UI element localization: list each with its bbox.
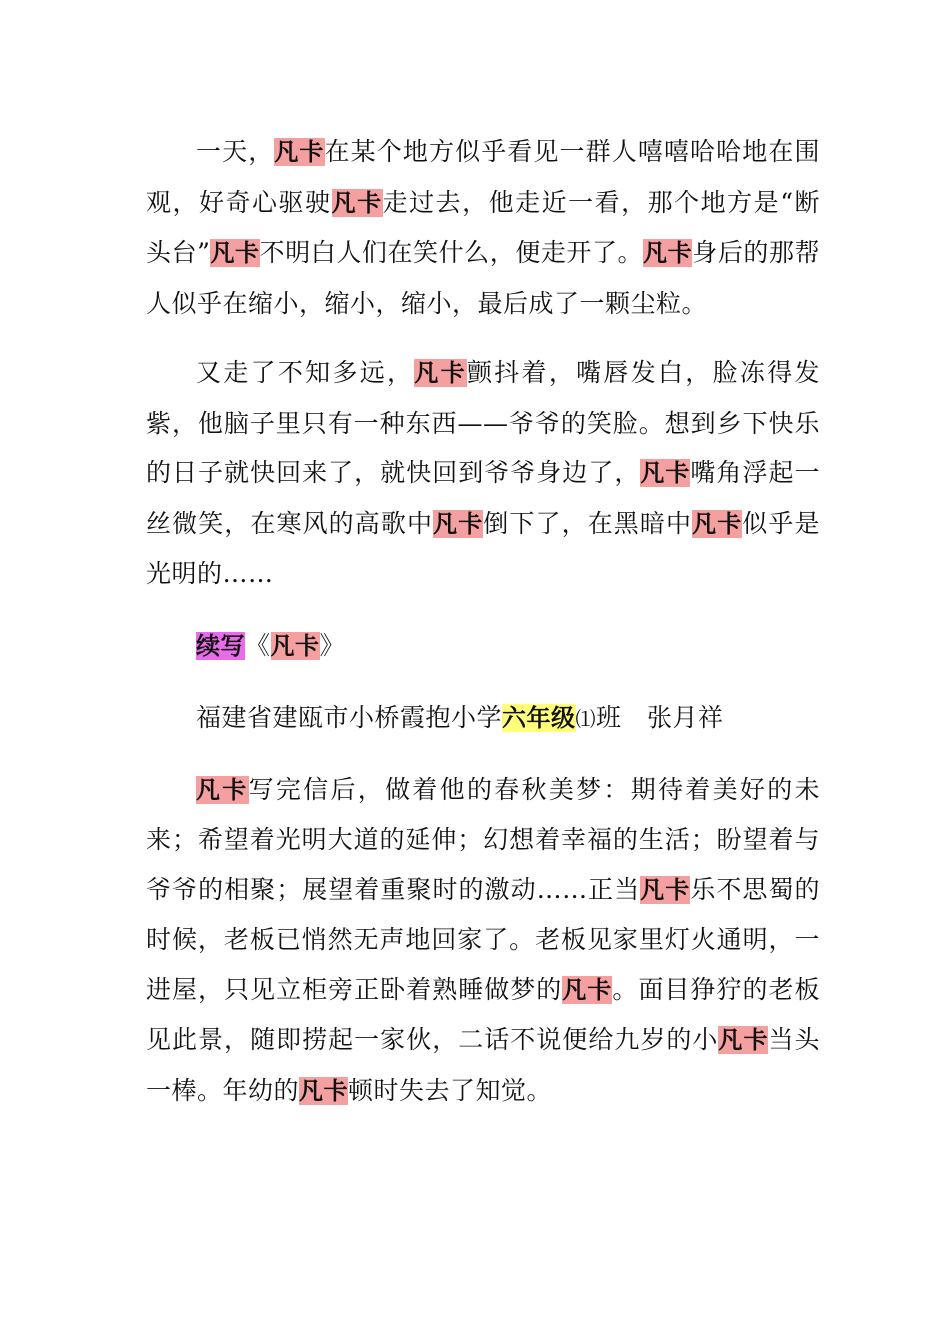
highlight-name: 凡卡 bbox=[692, 509, 743, 538]
school-name: 福建省建瓯市小桥霞抱小学 bbox=[196, 703, 503, 732]
text-run: 不明白人们在笑什么，便走开了。 bbox=[259, 238, 644, 267]
highlight-name: 凡卡 bbox=[640, 875, 691, 904]
class-number: ⑴ bbox=[575, 707, 597, 731]
text-run: 似乎是光明的…… bbox=[146, 508, 820, 588]
essay-title bbox=[146, 621, 820, 672]
title-bracket-open: 《 bbox=[245, 630, 271, 660]
author-byline bbox=[146, 693, 820, 745]
text-run: 走过去，他走近一看，那个地方是“断头台” bbox=[146, 187, 820, 267]
highlight-title-word: 续写 bbox=[196, 631, 245, 660]
paragraph-3 bbox=[146, 765, 820, 1117]
paragraph-2 bbox=[146, 348, 820, 599]
class-and-author: 班 张月祥 bbox=[596, 703, 724, 732]
highlight-name: 凡卡 bbox=[414, 359, 467, 387]
text-run: 乐不思蜀的时候，老板已悄然无声地回家了。老板见家里灯火通明，一进屋，只见立柜旁正卧着熟睡做梦的 bbox=[146, 874, 820, 1004]
text-run: 颤抖着，嘴唇发白，脸冻得发紫，他脑子里只有一种东西——爷爷的笑脸。想到乡下快乐的日子就快回来了，就快回到爷爷身边了， bbox=[146, 358, 820, 487]
highlight-name: 凡卡 bbox=[433, 509, 484, 538]
highlight-name: 凡卡 bbox=[270, 631, 320, 660]
text-run: 。面目狰狞的老板见此景，随即捞起一家伙，二话不说便给九岁的小 bbox=[146, 974, 820, 1054]
text-run: 一天， bbox=[196, 137, 275, 166]
highlight-name: 凡卡 bbox=[640, 459, 691, 487]
text-run: 写完信后，做着他的春秋美梦：期待着美好的未来；希望着光明大道的延伸；幻想着幸福的生活；盼望着与爷爷的相聚；展望着重聚时的激动……正当 bbox=[146, 774, 820, 904]
paragraph-1 bbox=[146, 127, 820, 328]
highlight-name: 凡卡 bbox=[196, 775, 249, 804]
highlight-name: 凡卡 bbox=[718, 1026, 769, 1054]
highlight-name: 凡卡 bbox=[210, 239, 260, 267]
text-run: 嘴角浮起一丝微笑，在寒风的高歌中 bbox=[146, 458, 820, 538]
text-run: 在某个地方似乎看见一群人嘻嘻哈哈地在围观，好奇心驱驶 bbox=[146, 137, 820, 217]
highlight-name: 凡卡 bbox=[299, 1076, 349, 1105]
text-run: 又走了不知多远， bbox=[196, 358, 415, 387]
highlight-name: 凡卡 bbox=[331, 188, 383, 217]
text-run: 当头一棒。年幼的 bbox=[146, 1025, 820, 1105]
text-run: 顿时失去了知觉。 bbox=[348, 1075, 553, 1105]
highlight-grade: 六年级 bbox=[502, 704, 576, 732]
text-run: 身后的那帮人似乎在缩小，缩小，缩小，最后成了一颗尘粒。 bbox=[146, 238, 821, 318]
highlight-name: 凡卡 bbox=[643, 239, 693, 267]
title-bracket-close: 》 bbox=[319, 630, 346, 660]
text-run: 倒下了，在黑暗中 bbox=[483, 508, 693, 538]
highlight-name: 凡卡 bbox=[562, 975, 613, 1004]
highlight-name: 凡卡 bbox=[274, 138, 325, 166]
